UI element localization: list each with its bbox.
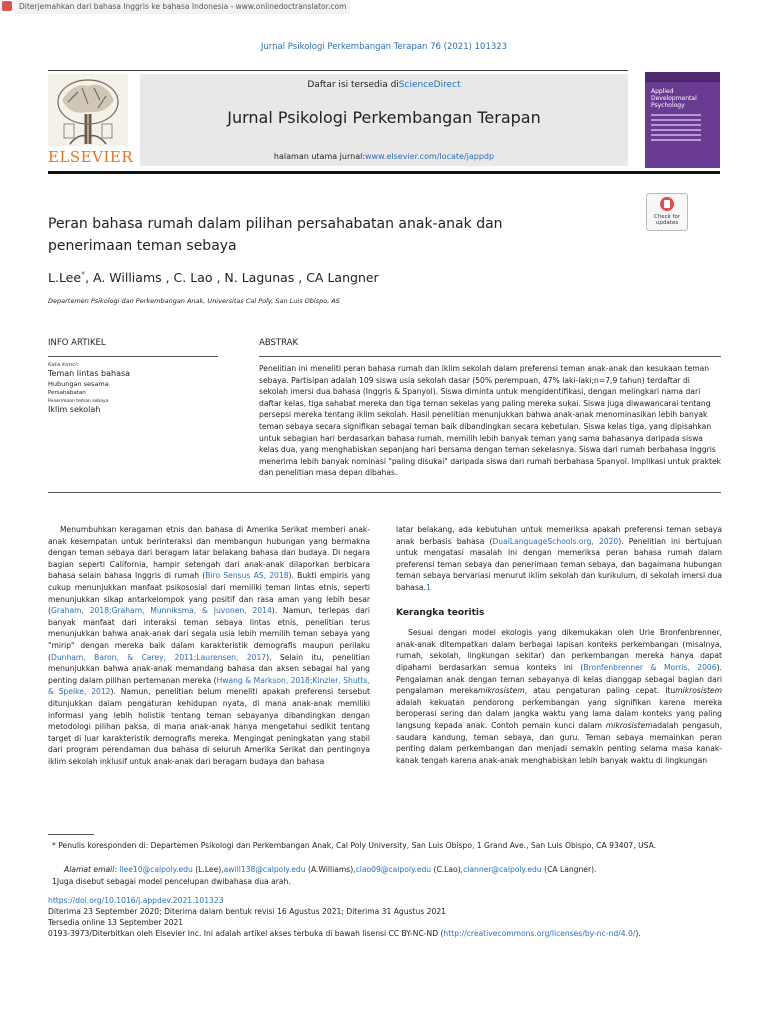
citation-link[interactable]: DualLanguageSchools.org, 2020 <box>492 536 619 546</box>
keyword: Hubungan sesama <box>48 380 109 388</box>
first-author[interactable]: L.Lee <box>48 270 82 286</box>
body-paragraph <box>396 627 722 766</box>
body-paragraph <box>396 524 722 594</box>
keyword: Penerimaan teman sebaya <box>48 399 109 404</box>
journal-homepage: halaman utama jurnal:www.elsevier.com/locate/jappdp <box>273 152 495 161</box>
journal-cover-image <box>645 72 720 168</box>
body-text: , atau pengaturan paling cepat. Itu <box>524 686 676 696</box>
body-text: ). Pengalaman anak dengan teman sebayanya di kelas dianggap sebagai bagian dari pengalaman mereka <box>396 662 722 696</box>
article-authors <box>48 270 648 285</box>
header-bottom-rule <box>48 171 720 174</box>
footnotes <box>48 840 738 939</box>
check-for-updates-button[interactable] <box>646 193 688 231</box>
email-owner: (A.Williams), <box>305 865 356 874</box>
email-link[interactable]: llee10@calpoly.edu <box>119 865 193 874</box>
email-label: Alamat email: <box>64 865 117 874</box>
elsevier-wordmark: ELSEVIER <box>48 148 134 166</box>
email-link[interactable]: clanner@calpoly.edu <box>463 865 542 874</box>
article-title: Peran bahasa rumah dalam pilihan persahabatan anak-anak dan penerimaan teman sebaya <box>48 216 503 254</box>
body-text: Sesuai dengan model ekologis yang dikemukakan oleh Urie Bronfenbrenner, anak-anak ditempatkan dalam berbagai lapisan konteks perkembangan (misalnya, rumah, sekolah, lingkungan sekitar) dan perkembangan mereka hanya dapat dipahami berdasarkan semua konteks ini ( <box>396 628 722 672</box>
received-dates: Diterima 23 September 2020; Diterima dalam bentuk revisi 16 Agustus 2021; Diterima 31 Agustus 2021 <box>48 907 447 916</box>
online-date: Tersedia online 13 September 2021 <box>48 918 184 927</box>
translator-logo-icon <box>2 1 12 11</box>
journal-homepage-link[interactable]: www.elsevier.com/locate/jappdp <box>365 152 495 161</box>
citation-link[interactable]: 1 <box>425 582 431 592</box>
body-text: ). Selain itu, penelitian menunjukkan bahwa anak-anak memandang bahasa dan aksen sebagai hal yang penting dalam pilihan pertemanan mereka ( <box>48 652 370 685</box>
body-text: ). Bukti empiris yang cukup menunjukkan manfaat psikososial dari memiliki teman lintas etnis, seperti menunjukkan sikap antarkelompok yang positif dan rasa aman yang lebih besar ( <box>48 571 371 616</box>
abstract-rule <box>259 356 721 357</box>
body-text: adalah kekuatan pendorong perkembangan yang signifikan karena mereka beroperasi sering dan dalam jangka waktu yang lama dalam konteks yang paling langsung kepada anak. Contoh pemain kunci dalam <box>396 697 722 730</box>
translator-banner[interactable] <box>0 0 768 14</box>
journal-title: Jurnal Psikologi Perkembangan Terapan <box>227 108 541 127</box>
other-authors: , A. Williams , C. Lao , N. Lagunas , CA Langner <box>85 270 379 286</box>
journal-citation-link[interactable]: Jurnal Psikologi Perkembangan Terapan 76 (2021) 101323 <box>260 42 508 52</box>
italic-term: mikrosistem <box>675 686 722 696</box>
citation-link[interactable]: Dunham, Baron, & Carey, 2011;Laurensen, 2017 <box>50 652 267 662</box>
doi-link[interactable]: https://doi.org/10.1016/j.appdev.2021.101323 <box>48 896 224 905</box>
body-column-left <box>48 524 370 767</box>
cover-text-lines <box>651 114 701 144</box>
license-line: 0193-3973/Diterbitkan oleh Elsevier Inc. Ini adalah artikel akses terbuka di bawah lisensi CC BY-NC-ND (http://creativecommons.org/licenses/by-nc-nd/4.0/). <box>48 929 641 938</box>
translator-banner-text: Diterjemahkan dari bahasa Inggris ke bahasa Indonesia - www.onlinedoctranslator.com <box>15 0 350 14</box>
cover-top-strip <box>645 72 720 82</box>
cover-title: Applied Developmental Psychology <box>651 88 697 109</box>
email-owner: (C.Lao), <box>431 865 464 874</box>
section-heading: Kerangka teoritis <box>396 607 485 618</box>
corresponding-author-note: * Penulis koresponden di: Departemen Psikologi dan Perkembangan Anak, Cal Poly University, San Luis Obispo, 1 Grand Ave., San Luis Obispo, CA 93407, USA. <box>52 841 657 850</box>
keywords-label: Kata kunci: <box>48 362 79 368</box>
header-top-rule <box>48 70 628 71</box>
email-link[interactable]: awill138@calpoly.edu <box>223 865 306 874</box>
journal-header-box <box>140 74 628 166</box>
sciencedirect-link[interactable]: ScienceDirect <box>398 80 461 90</box>
citation-link[interactable]: Graham, 2018;Graham, Munniksma, & Juvonen, 2014 <box>50 606 272 616</box>
body-text: ). Penelitian ini bertujuan untuk mengatasi masalah ini dengan memeriksa peran bahasa rumah dalam preferensi teman sebaya dan penerimaan teman sebaya, dan bagaimana hubungan teman sebaya bervariasi menurut iklim sekolah dan kurikulum, di sekolah imersi dua bahasa. <box>396 536 722 592</box>
contents-availability: Daftar isi tersedia diScienceDirect <box>307 80 461 90</box>
abstract-heading: ABSTRAK <box>259 338 299 348</box>
italic-term: mikrosistem <box>605 720 653 730</box>
body-text: ). Namun, penelitian belum meneliti apakah preferensi tersebut ditunjukkan dalam pengaturan kehidupan nyata, di mana anak-anak memiliki informasi yang lebih holistik tentang teman sebayanya dibandingkan dengan metodologi pilihan paksa, di mana anak-anak hanya mengetahui sedikit tentang target di luar karakteristik demografis mereka. Mengingat peningkatan yang stabil dari program perendaman dua bahasa di seluruh Amerika Serikat dan pentingnya iklim sekolah inklusif untuk anak-anak dari beragam budaya dan bahasa <box>48 687 370 766</box>
keyword: Iklim sekolah <box>48 405 101 414</box>
body-text: adalah pengasuh, saudara kandung, teman sebaya, dan guru. Teman sebaya memainkan peran penting dalam perkembangan dan menjadi semakin penting selama masa kanak-kanak tengah karena anak-anak menghabiskan lebih banyak waktu di lingkungan <box>396 720 722 765</box>
body-paragraph <box>48 524 370 767</box>
email-link[interactable]: clao09@calpoly.edu <box>355 865 432 874</box>
check-updates-icon <box>660 197 674 211</box>
citation-link[interactable]: Bronfenbrenner & Morris, 2006 <box>583 662 717 672</box>
email-owner: (L.Lee), <box>192 865 224 874</box>
email-owner: (CA Langner). <box>541 865 597 874</box>
corresponding-author-marker[interactable]: * <box>81 270 86 279</box>
keyword: Teman lintas bahasa <box>48 369 131 378</box>
keywords-block <box>48 362 218 414</box>
article-info-rule <box>48 356 218 357</box>
footnote-rule <box>48 834 94 835</box>
author-affiliation: Departemen Psikologi dan Perkembangan Anak, Universitas Cal Poly, San Luis Obispo, AS <box>48 297 340 305</box>
check-updates-label: Check for updates <box>653 214 681 226</box>
italic-term: mikrosistem <box>477 686 525 696</box>
abstract-text: Penelitian ini meneliti peran bahasa rumah dan iklim sekolah dalam preferensi teman anak-anak dan kesukaan teman sebaya. Partisipan adalah 109 siswa usia sekolah dasar (50% perempuan, 47% laki-laki;n=7,9 tahun) terdaftar di sekolah imersi dua bahasa (Inggris & Spanyol). Siswa diminta untuk mengidentifikasi, dengan melingkari nama dari daftar kelas, tiga sahabat mereka dan tiga teman sekelas yang paling mereka sukai. Siswa juga diwawancarai tentang persepsi mereka tentang iklim sekolah. Hasil penelitian menunjukkan bahwa anak-anak menominasikan lebih banyak teman sebaya secara signifikan sebagai teman baik dibandingkan secara kebetulan. Siswa kelas tiga, yang dipisahkan untuk sebagian hari berdasarkan bahasa rumah, memilih lebih banyak teman yang sama bahasanya daripada siswa kelas dua, yang menghabiskan sepanjang hari bersama dengan teman sekelasnya. Siswa dari rumah berbahasa Inggris menerima lebih banyak nominasi "paling disukai" daripada siswa dari rumah berbahasa Spanyol. Implikasi untuk praktek dan penelitian masa depan dibahas. <box>259 364 722 478</box>
body-text: latar belakang, ada kebutuhan untuk memeriksa apakah preferensi teman sebaya anak berbasis bahasa ( <box>396 525 722 546</box>
article-info-heading: INFO ARTIKEL <box>48 338 106 348</box>
body-text: Menumbuhkan keragaman etnis dan bahasa di Amerika Serikat memberi anak-anak kesempatan untuk berinteraksi dan membangun hubungan yang bermakna dengan teman sebaya dari beragam latar belakang bahasa dan budaya. Di negara bagian seperti California, hampir setengah dari anak-anak dilaporkan berbicara bahasa selain bahasa Inggris di rumah ( <box>48 525 370 581</box>
citation-link[interactable]: Biro Sensus AS, 2018 <box>205 571 289 581</box>
body-column-right <box>396 524 722 766</box>
body-text: ). Namun, terlepas dari banyak manfaat dari interaksi teman sebaya lintas etnis, penelitian terus menunjukkan bahwa anak-anak dari segala usia lebih memilih teman sebaya yang "mirip" dengan mereka baik dalam karakteristik demografis maupun perilaku ( <box>48 606 371 662</box>
email-addresses <box>48 864 738 875</box>
abstract-bottom-rule <box>48 492 721 493</box>
citation-link[interactable]: Hwang & Markson, 2018;Kinzler, Shutts, & Spelke, 2012 <box>48 675 371 697</box>
license-link[interactable]: http://creativecommons.org/licenses/by-nc-nd/4.0/ <box>443 929 636 938</box>
keyword: Persahabatan <box>48 390 86 396</box>
footnote-1: 1Juga disebut sebagai model pencelupan dwibahasa dua arah. <box>52 877 291 886</box>
